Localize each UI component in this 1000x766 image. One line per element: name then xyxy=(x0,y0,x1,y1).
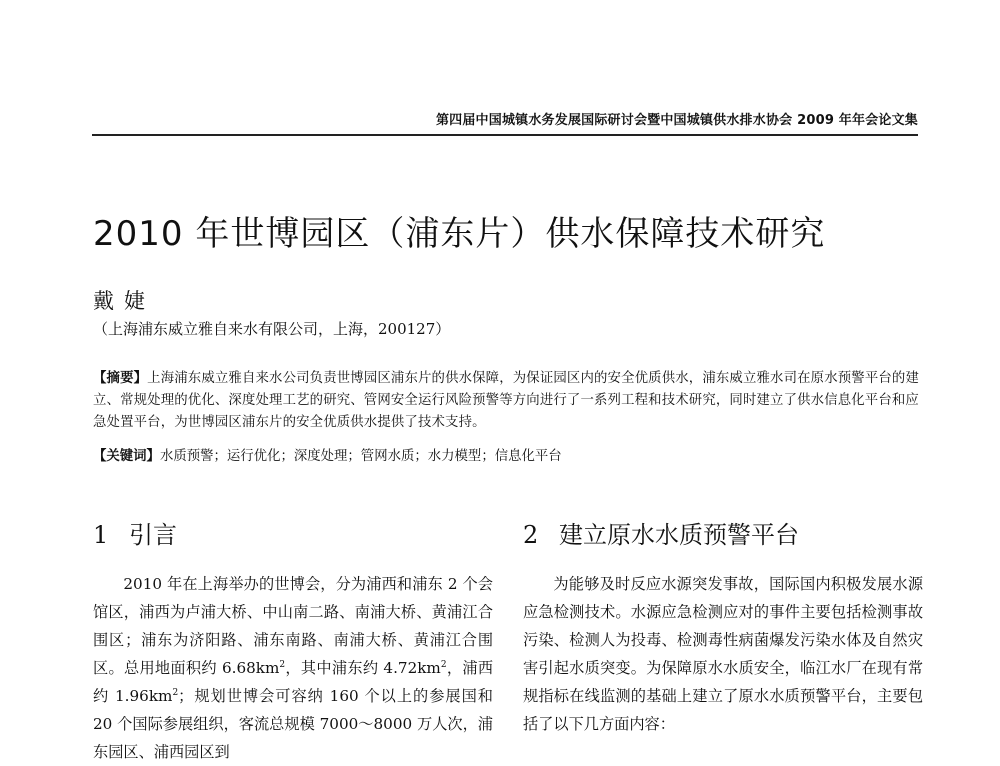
section-title: 建立原水水质预警平台 xyxy=(559,521,799,549)
author-affiliation: （上海浦东威立雅自来水有限公司，上海，200127） xyxy=(93,320,451,338)
abstract-label: 【摘要】 xyxy=(93,371,148,386)
author-name: 戴婕 xyxy=(93,289,155,313)
abstract-text: 上海浦东威立雅自来水公司负责世博园区浦东片的供水保障，为保证园区内的安全优质供水，浦东威立雅水司在原水预警平台的建立、常规处理的优化、深度处理工艺的研究、管网安全运行风险预警等方向进行了一系列工程和技术研究，同时建立了供水信息化平台和应急处置平台，为世博园区浦东片的安全优质供水提供了技术支持。 xyxy=(93,371,919,430)
keywords xyxy=(93,445,562,464)
section-number: 1 xyxy=(93,521,109,549)
header-rule xyxy=(92,134,918,136)
paragraph-text: ，其中浦东约 4.72km xyxy=(285,659,441,677)
superscript: 2 xyxy=(172,687,179,698)
keywords-label: 【关键词】 xyxy=(93,449,160,464)
paper-title: 2010 年世博园区（浦东片）供水保障技术研究 xyxy=(93,214,826,254)
abstract xyxy=(93,368,923,434)
section-2-paragraph: 为能够及时反应水源突发事故，国际国内积极发展水源应急检测技术。水源应急检测应对的事件主要包括检测事故污染、检测人为投毒、检测毒性病菌爆发污染水体及自然灾害引起水质突变。为保障原水水质安全，临江水厂在现有常规指标在线监测的基础上建立了原水水质预警平台，主要包括了以下几方面内容： xyxy=(523,575,923,733)
paragraph-text: ；规划世博会可容纳 160 个以上的参展国和 20 个国际参展组织，客流总规模 7000～8000 万人次，浦东园区、浦西园区到 xyxy=(93,687,493,761)
section-title: 引言 xyxy=(129,521,177,549)
paragraph-text: 2010 年在上海举办的世博会，分为浦西和浦东 2 个会馆区，浦西为卢浦大桥、中山南二路、南浦大桥、黄浦江合围区；浦东为济阳路、浦东南路、南浦大桥、黄浦江合围区。总用地面积约 6.68km xyxy=(93,575,493,677)
running-header: 第四届中国城镇水务发展国际研讨会暨中国城镇供水排水协会 2009 年年会论文集 xyxy=(435,113,918,128)
section-1-paragraph xyxy=(93,570,493,766)
keywords-text: 水质预警；运行优化；深度处理；管网水质；水力模型；信息化平台 xyxy=(159,449,562,464)
paragraph-text: ，浦西约 1.96km xyxy=(93,659,494,705)
section-2-heading xyxy=(523,515,799,550)
section-1-heading xyxy=(93,515,177,550)
superscript: 2 xyxy=(279,659,286,670)
superscript: 2 xyxy=(440,659,447,670)
section-number: 2 xyxy=(523,521,539,549)
